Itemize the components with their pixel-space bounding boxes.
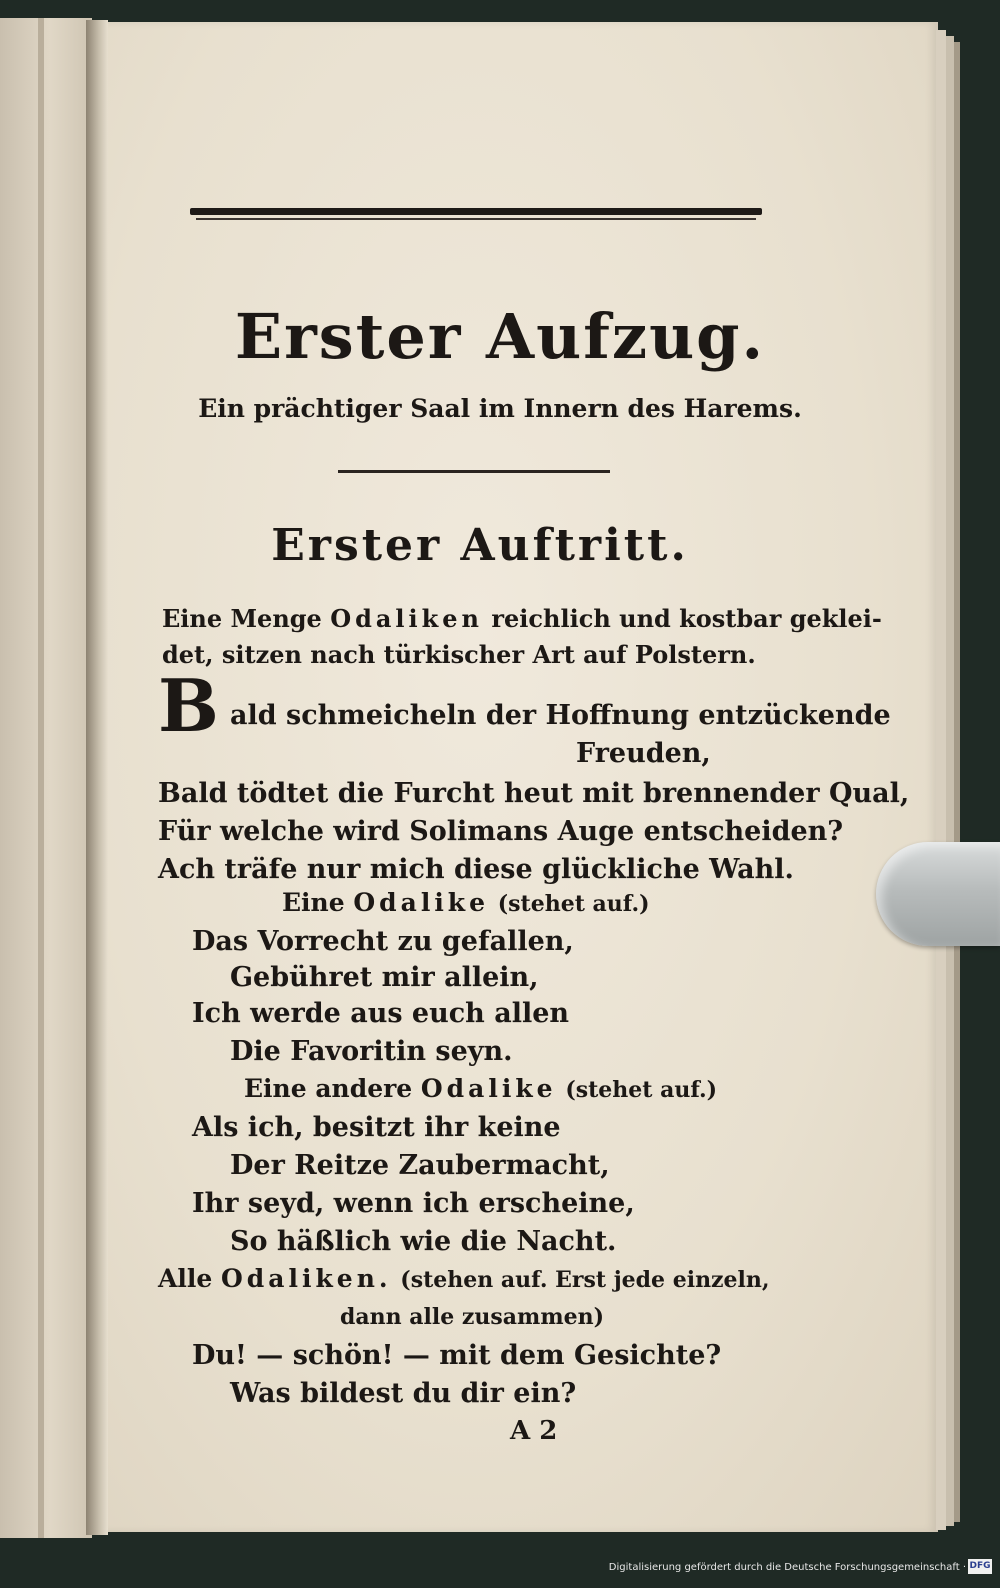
- speaker-name: Odalike: [420, 1074, 557, 1103]
- stage-direction-line: det, sitzen nach türkischer Art auf Polstern.: [162, 640, 756, 669]
- fore-edge: [954, 42, 960, 1522]
- ornamental-rule: [190, 208, 762, 215]
- digitization-credit: Digitalisierung gefördert durch die Deutsche Forschungsgemeinschaft ·: [608, 1562, 966, 1573]
- verse-line: Gebühret mir allein,: [230, 962, 539, 993]
- verse-line: Ihr seyd, wenn ich erscheine,: [192, 1188, 635, 1219]
- verse-line: Ich werde aus euch allen: [192, 998, 570, 1029]
- speaker-name: Odalike: [353, 888, 490, 917]
- catchword: A 2: [510, 1416, 558, 1446]
- verse-line: Ach träfe nur mich diese glückliche Wahl.: [158, 854, 794, 885]
- verse-line: ald schmeicheln der Hoffnung entzückende: [230, 700, 891, 731]
- speaker-name: Odaliken.: [221, 1264, 392, 1293]
- speaker-prefix: Eine andere: [244, 1074, 413, 1103]
- verse-line: Für welche wird Solimans Auge entscheiden?: [158, 816, 844, 847]
- fore-edge: [946, 36, 954, 1526]
- left-page: [0, 18, 92, 1538]
- speaker-heading: [158, 1264, 770, 1293]
- speaker-prefix: Alle: [158, 1264, 213, 1293]
- speaker-heading: [244, 1074, 717, 1103]
- fore-edge: [936, 30, 946, 1530]
- verse-line: Die Favoritin seyn.: [230, 1036, 513, 1067]
- stage-direction-text: Eine Menge: [162, 604, 322, 633]
- left-page-edge: [38, 18, 44, 1538]
- stage-direction-name: Odaliken: [330, 604, 484, 633]
- speaker-prefix: Eine: [282, 888, 345, 917]
- verse-line: Als ich, besitzt ihr keine: [192, 1112, 561, 1143]
- stage-note: dann alle zusammen): [340, 1304, 604, 1330]
- scene-title: Erster Auftritt.: [271, 520, 689, 571]
- glass-page-weight: [876, 842, 1000, 946]
- stage-note: (stehet auf.): [565, 1077, 718, 1103]
- verse-line: Der Reitze Zaubermacht,: [230, 1150, 610, 1181]
- stage-direction-text: reichlich und kostbar geklei-: [491, 604, 882, 633]
- setting-line: Ein prächtiger Saal im Innern des Harems.: [198, 394, 802, 423]
- verse-line: Bald tödtet die Furcht heut mit brennender Qual,: [158, 778, 910, 809]
- stage-direction-line: [162, 604, 882, 633]
- verse-line: Du! — schön! — mit dem Gesichte?: [192, 1340, 722, 1371]
- verse-line: Das Vorrecht zu gefallen,: [192, 926, 574, 957]
- ornamental-rule-thin: [196, 218, 756, 220]
- section-divider: [338, 470, 610, 473]
- gutter-shadow: [86, 20, 108, 1535]
- verse-line: Freuden,: [576, 738, 711, 769]
- dfg-logo: DFG: [968, 1559, 992, 1574]
- stage-note: (stehen auf. Erst jede einzeln,: [400, 1267, 770, 1293]
- drop-cap: B: [158, 663, 219, 748]
- speaker-heading: [282, 888, 650, 917]
- stage-note: (stehet auf.): [497, 891, 650, 917]
- verse-line: So häßlich wie die Nacht.: [230, 1226, 617, 1257]
- verse-line: Was bildest du dir ein?: [230, 1378, 577, 1409]
- act-title: Erster Aufzug.: [234, 300, 766, 373]
